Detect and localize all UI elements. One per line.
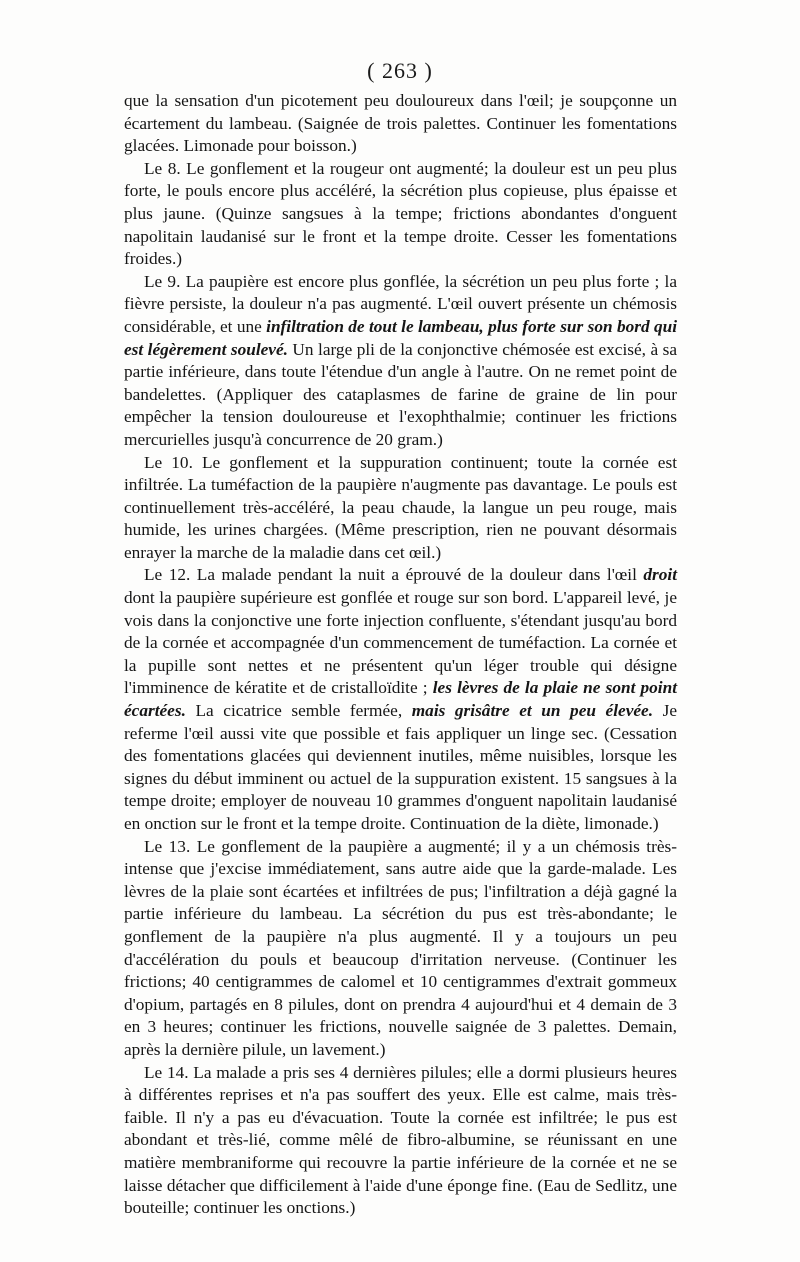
paragraph <box>124 271 677 452</box>
text-run: Un large pli de la conjonctive chémosée est excisé, à sa partie inférieure, dans toute l'étendue d'un angle à l'autre. On ne remet point de bandelettes. (Appliquer des cataplasmes de farine de graine de lin pour empêcher la tension douloureuse et l'exophthalmie; continuer les frictions mercurielles jusqu'à concurrence de 20 gram.) <box>124 339 677 449</box>
text-run: Le 10. Le gonflement et la suppuration continuent; toute la cornée est infiltrée. La tuméfaction de la paupière n'augmente pas davantage. Le pouls est continuellement très-accéléré, la peau chaude, la langue un peu rouge, mais humide, les urines chargées. (Même prescription, rien ne pouvant désormais enrayer la marche de la maladie dans cet œil.) <box>124 452 677 562</box>
paragraph <box>124 452 677 565</box>
text-run: Le 8. Le gonflement et la rougeur ont augmenté; la douleur est un peu plus forte, le pouls encore plus accéléré, la sécrétion plus copieuse, plus épaisse et plus jaune. (Quinze sangsues à la tempe; frictions abondantes d'onguent napolitain laudanisé sur le front et la tempe droite. Cesser les fomentations froides.) <box>124 158 677 269</box>
body-text <box>124 90 677 1220</box>
emphasized-text: mais grisâtre et un peu élevée. <box>411 701 654 721</box>
page-number: ( 263 ) <box>367 58 433 83</box>
emphasized-text: infiltration de tout le lambeau, plus forte sur son bord qui est légèrement soulevé. <box>124 316 677 359</box>
text-run: Le 14. La malade a pris ses 4 dernières pilules; elle a dormi plusieurs heures à différentes reprises et n'a pas souffert des yeux. Elle est calme, mais très-faible. Il n'y a pas eu d'évacuation. Toute la cornée est infiltrée; le pus est abondant et très-lié, comme mêlé de fibro-albumine, se réunissant en une matière membraniforme qui recouvre la partie inférieure de la cornée et ne se laisse détacher que difficilement à l'aide d'une éponge fine. (Eau de Sedlitz, une bouteille; continuer les onctions.) <box>124 1062 677 1218</box>
emphasized-text: droit <box>643 565 677 585</box>
text-run: dont la paupière supérieure est gonflée et rouge sur son bord. L'appareil levé, je vois dans la conjonctive une forte injection confluente, s'étendant jusqu'au bord de la cornée et accompagnée d'un commencement de tuméfaction. La cornée et la pupille sont nettes et ne présentent qu'un léger trouble qui désigne l'imminence de kératite et de cristalloïdite ; <box>124 588 677 698</box>
paragraph <box>124 90 677 158</box>
text-run: Le 9. La paupière est encore plus gonflée, la sécrétion un peu plus forte ; la fièvre persiste, la douleur n'a pas augmenté. L'œil ouvert présente un chémosis considérable, et une <box>124 271 677 336</box>
text-run: que la sensation d'un picotement peu douloureux dans l'œil; je soupçonne un écartement du lambeau. (Saignée de trois palettes. Continuer les fomentations glacées. Limonade pour boisson.) <box>124 91 677 156</box>
emphasized-text: les lèvres de la plaie ne sont point écartées. <box>124 678 677 721</box>
paragraph <box>124 158 677 271</box>
text-run: La cicatrice semble fermée, <box>185 701 412 721</box>
text-run: Le 12. La malade pendant la nuit a éprouvé de la douleur dans l'œil <box>144 565 644 585</box>
paragraph <box>124 1062 677 1220</box>
paragraph <box>124 564 677 835</box>
paragraph <box>124 836 677 1062</box>
text-run: Le 13. Le gonflement de la paupière a augmenté; il y a un chémosis très-intense que j'excise immédiatement, sans autre aide que la garde-malade. Les lèvres de la plaie sont écartées et infiltrées de pus; l'infiltration a déjà gagné la partie inférieure du lambeau. La sécrétion du pus est très-abondante; le gonflement de la paupière n'a plus augmenté. Il y a toujours un peu d'accélération du pouls et beaucoup d'irritation nerveuse. (Continuer les frictions; 40 centigrammes de calomel et 10 centigrammes d'extrait gommeux d'opium, partagés en 8 pilules, dont on prendra 4 aujourd'hui et 4 demain de 3 en 3 heures; continuer les frictions, nouvelle saignée de 3 palettes. Demain, après la dernière pilule, un lavement.) <box>124 836 677 1059</box>
text-run: Je referme l'œil aussi vite que possible et fais appliquer un linge sec. (Cessation des fomentations glacées qui deviennent inutiles, même nuisibles, lorsque les signes du début imminent ou actuel de la suppuration existent. 15 sangsues à la tempe droite; employer de nouveau 10 grammes d'onguent napolitain laudanisé en onction sur le front et la tempe droite. Continuation de la diète, limonade.) <box>124 701 677 833</box>
